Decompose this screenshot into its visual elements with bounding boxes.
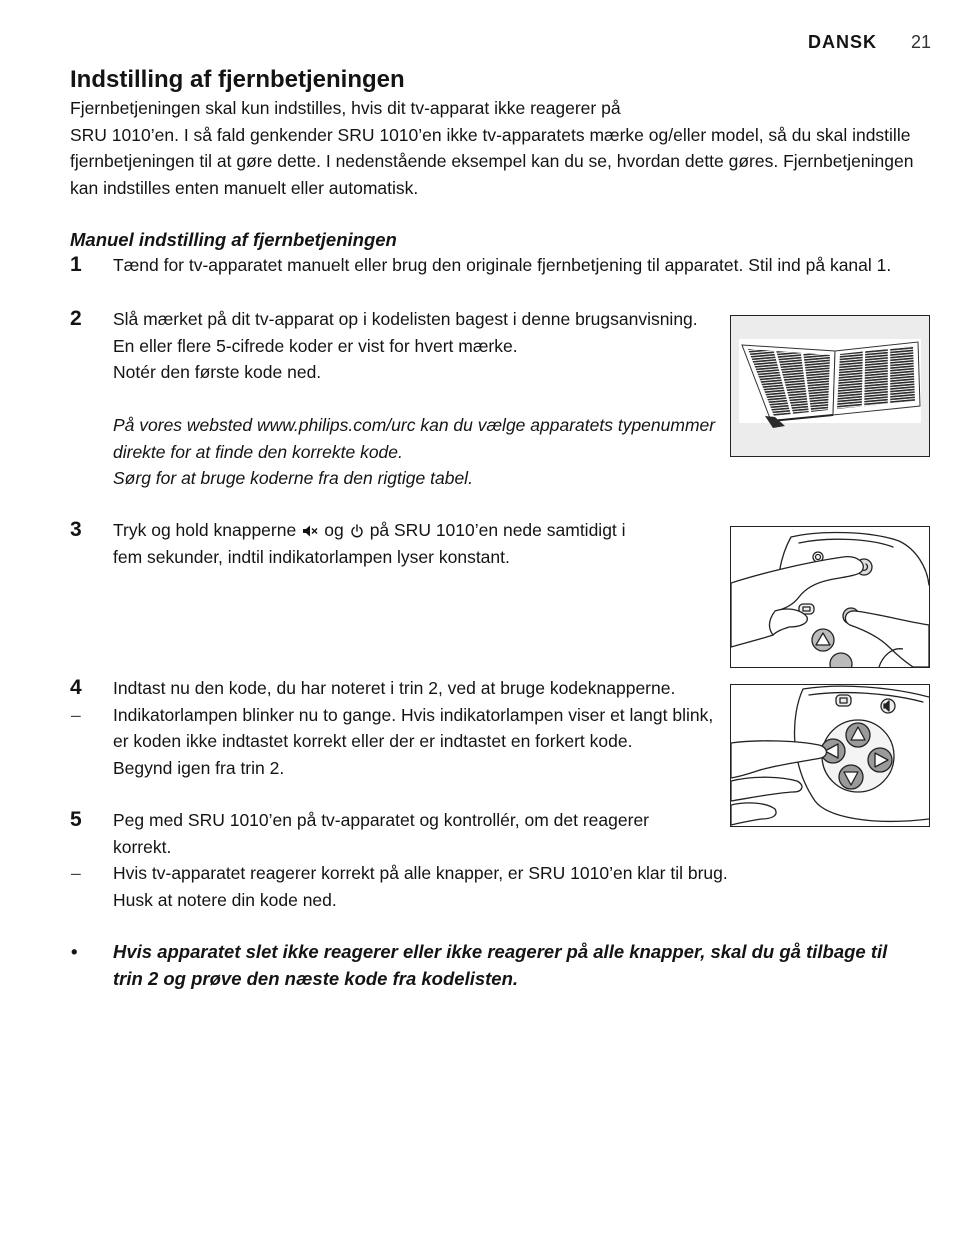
step-line [70,306,698,333]
code-keys-figure [730,684,930,827]
step-number: 1 [70,253,82,276]
down-key [839,765,863,789]
step-text: korrekt. [113,836,172,857]
step-result-line [70,887,728,914]
step-3 [70,517,626,570]
triangle-button [830,653,852,667]
step-line [70,252,891,279]
result-text: er koden ikke indtastet korrekt eller der er indtastet en forkert kode. [113,731,633,751]
step-text: En eller flere 5-cifrede koder er vist for hvert mærke. [113,335,518,356]
step-result-line [70,860,728,887]
step-line [70,359,698,386]
step-text: og [324,520,344,540]
left-hand [731,557,863,647]
step-number: 3 [70,518,82,541]
step-line [70,675,713,702]
step-text: Indtast nu den kode, du har noteret i trin 2, ved at bruge kodeknapperne. [113,678,676,698]
step-number: 4 [70,676,82,699]
result-text: Husk at notere din kode ned. [113,889,337,910]
input-button [836,695,851,706]
language-label: DANSK [808,32,878,52]
tip-text: trin 2 og prøve den næste kode fra kodelisten. [113,967,519,989]
hand-middle-finger [731,777,802,801]
remote-inner-edge [809,693,923,702]
right-hand [845,611,929,667]
step-text: på SRU 1010’en nede samtidigt i [369,520,626,540]
triangle-button [812,629,834,651]
step-5 [70,807,728,913]
intro-line: kan indstilles enten manuelt eller automatisk. [70,177,419,198]
hand-ring-finger [731,803,776,825]
code-list-booklet-figure [730,315,930,457]
step-result-line [70,728,713,755]
note-line: På vores websted www.philips.com/urc kan du vælge apparatets typenummer [113,415,716,435]
step-line [70,517,626,544]
result-text: Begynd igen fra trin 2. [113,757,285,778]
website-note [113,412,715,492]
tip-line [70,966,887,993]
tip-note [70,939,887,992]
step-text: Slå mærket på dit tv-apparat op i kodelisten bagest i denne brugsanvisning. [113,309,698,329]
step-2 [70,306,698,386]
intro-paragraph [70,95,913,201]
tip-text: Hvis apparatet slet ikke reagerer eller ikke reagerer på alle knapper, skal du gå tilbage til [113,941,888,962]
remote-keypad-illustration [731,685,929,826]
note-line: direkte for at finde den korrekte kode. [113,441,403,462]
bullet-marker: • [71,941,78,962]
result-text: Hvis tv-apparatet reagerer korrekt på alle knapper, er SRU 1010’en klar til brug. [113,863,728,883]
step-text: Tænd for tv-apparatet manuelt eller brug den originale fjernbetjening til apparatet. Stil ind på kanal 1. [113,255,892,275]
power-icon [350,524,364,538]
step-result-line [70,755,713,782]
left-hand-finger [773,609,807,635]
tip-line [70,939,887,966]
remote-inner-edge [799,539,893,547]
note-line: Sørg for at bruge koderne fra den rigtige tabel. [113,468,473,488]
intro-line: SRU 1010’en. I så fald genkender SRU 1010’en ikke tv-apparatets mærke og/eller model, så du skal indstille [70,124,911,145]
result-text: Indikatorlampen blinker nu to gange. Hvis indikatorlampen viser et langt blink, [113,704,714,725]
step-result-line [70,702,713,729]
mute-icon [302,524,318,538]
step-line [70,544,626,571]
step-number: 5 [70,808,82,831]
page-number: 21 [911,32,932,52]
step-text: Peg med SRU 1010’en på tv-apparatet og kontrollér, om det reagerer [113,810,650,830]
up-key [846,723,870,747]
step-text: Notér den første kode ned. [113,362,322,382]
right-page-text [837,346,915,409]
mute-button [881,699,895,713]
dash-marker: – [71,863,81,883]
dash-marker: – [71,704,81,725]
step-text: Tryk og hold knapperne [113,520,297,540]
section-heading: Manuel indstilling af fjernbetjeningen [70,229,397,250]
step-line [70,807,728,834]
page-title: Indstilling af fjernbetjeningen [70,66,405,93]
booklet-illustration [731,316,929,456]
press-buttons-figure [730,526,930,668]
step-number: 2 [70,307,82,330]
right-key [868,748,892,772]
step-4 [70,675,713,781]
hands-pressing-remote-illustration [731,527,929,667]
step-line [70,333,698,360]
hand-index-finger [731,741,826,778]
step-line [70,834,728,861]
intro-line: Fjernbetjeningen skal kun indstilles, hvis dit tv-apparat ikke reagerer på [70,98,621,118]
step-text: fem sekunder, indtil indikatorlampen lyser konstant. [113,546,510,567]
intro-line: fjernbetjeningen til at gøre dette. I nedenstående eksempel kan du se, hvordan dette gøres. Fjernbetjeningen [70,151,914,171]
step-1 [70,252,891,279]
